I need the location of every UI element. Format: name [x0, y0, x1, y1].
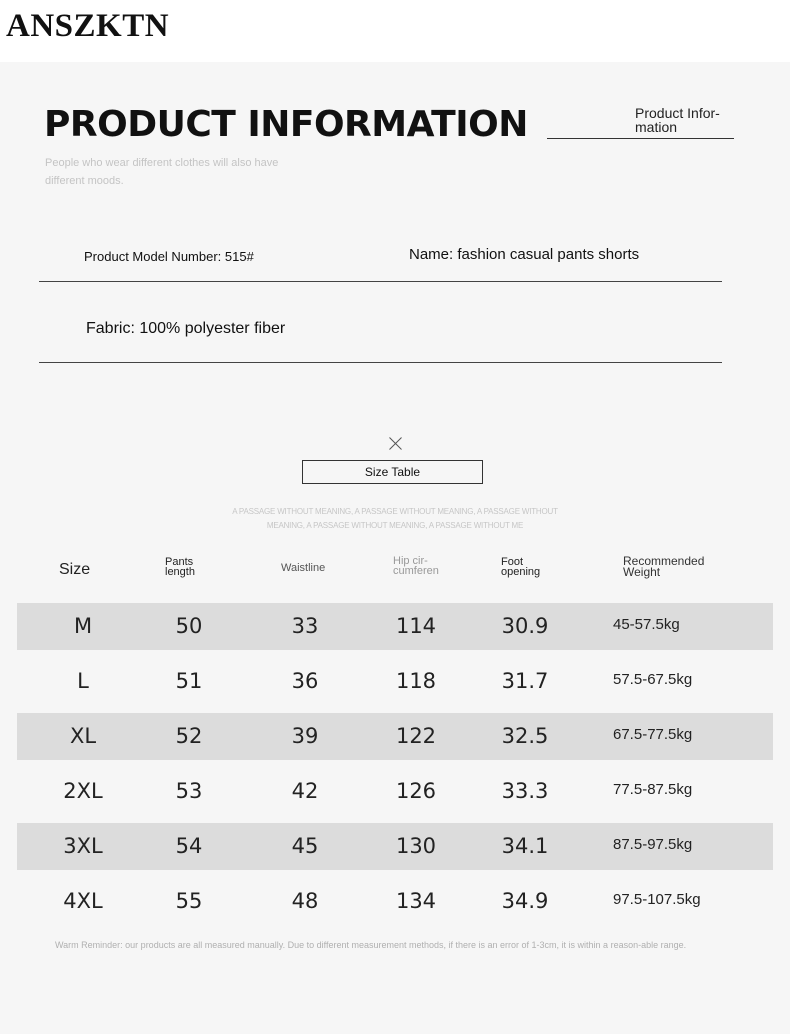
- table-row: [17, 878, 773, 925]
- cell-pants-length: 50: [175, 614, 203, 638]
- section-side-label: Product Infor-mation: [635, 105, 720, 135]
- cell-weight: 57.5-67.5kg: [613, 671, 693, 688]
- cell-hip: 122: [395, 724, 437, 748]
- cell-weight: 45-57.5kg: [613, 616, 680, 633]
- table-row: [17, 713, 773, 760]
- page-title: PRODUCT INFORMATION: [44, 104, 528, 145]
- cell-waistline: 42: [291, 779, 319, 803]
- warm-reminder-note: Warm Reminder: our products are all measured manually. Due to different measurement methods, if there is an error of 1-3cm, it is within a reason-able range.: [55, 940, 687, 950]
- cell-waistline: 36: [291, 669, 319, 693]
- cell-pants-length: 53: [175, 779, 203, 803]
- brand-logo: ANSZKTN: [6, 8, 170, 44]
- column-header-waistline: Waistline: [281, 562, 326, 574]
- cell-foot-opening: 34.1: [501, 834, 549, 858]
- column-header-hip: Hip cir-cumferen: [393, 555, 439, 577]
- cell-pants-length: 55: [175, 889, 203, 913]
- cell-pants-length: 51: [175, 669, 203, 693]
- cell-size: 2XL: [63, 779, 103, 803]
- cell-hip: 130: [395, 834, 437, 858]
- column-header-foot-opening: Foot opening: [501, 556, 541, 578]
- cell-foot-opening: 31.7: [501, 669, 549, 693]
- cell-size: XL: [69, 724, 97, 748]
- product-model-number: Product Model Number: 515#: [84, 249, 254, 264]
- cell-waistline: 48: [291, 889, 319, 913]
- product-name: Name: fashion casual pants shorts: [409, 246, 640, 263]
- column-header-recommended-weight: Recommended Weight: [623, 554, 705, 579]
- cell-foot-opening: 30.9: [501, 614, 549, 638]
- cell-foot-opening: 34.9: [501, 889, 549, 913]
- info-divider: [39, 362, 722, 363]
- cell-pants-length: 54: [175, 834, 203, 858]
- table-row: [17, 823, 773, 870]
- cell-waistline: 39: [291, 724, 319, 748]
- table-row: [17, 768, 773, 815]
- table-row: [17, 658, 773, 705]
- cell-hip: 114: [395, 614, 437, 638]
- side-divider: [547, 138, 734, 139]
- cell-foot-opening: 32.5: [501, 724, 549, 748]
- cell-size: L: [77, 669, 89, 693]
- cell-weight: 77.5-87.5kg: [613, 781, 693, 798]
- cross-icon: [387, 436, 403, 452]
- cell-size: 3XL: [63, 834, 103, 858]
- cell-hip: 118: [395, 669, 437, 693]
- cell-weight: 87.5-97.5kg: [613, 836, 693, 853]
- cell-hip: 126: [395, 779, 437, 803]
- cell-size: M: [73, 614, 93, 638]
- cell-waistline: 45: [291, 834, 319, 858]
- info-divider: [39, 281, 722, 282]
- size-table: [17, 603, 773, 933]
- size-table-title: Size Table: [302, 460, 483, 484]
- cell-size: 4XL: [63, 889, 103, 913]
- page-subtitle: People who wear different clothes will also have different moods.: [45, 157, 279, 187]
- product-fabric: Fabric: 100% polyester fiber: [86, 320, 286, 337]
- cell-foot-opening: 33.3: [501, 779, 549, 803]
- cell-weight: 67.5-77.5kg: [613, 726, 693, 743]
- cell-weight: 97.5-107.5kg: [613, 891, 701, 908]
- cell-hip: 134: [395, 889, 437, 913]
- column-header-pants-length: Pants length: [165, 556, 195, 578]
- top-banner: [0, 0, 790, 62]
- decorative-filler-text: A PASSAGE WITHOUT MEANING, A PASSAGE WITHOUT MEANING, A PASSAGE WITHOUT MEANING, A PASSAGE WITHOUT MEANING, A PASSAGE WITHOUT ME: [232, 507, 558, 530]
- table-row: [17, 603, 773, 650]
- cell-waistline: 33: [291, 614, 319, 638]
- cell-pants-length: 52: [175, 724, 203, 748]
- column-header-size: Size: [59, 561, 91, 578]
